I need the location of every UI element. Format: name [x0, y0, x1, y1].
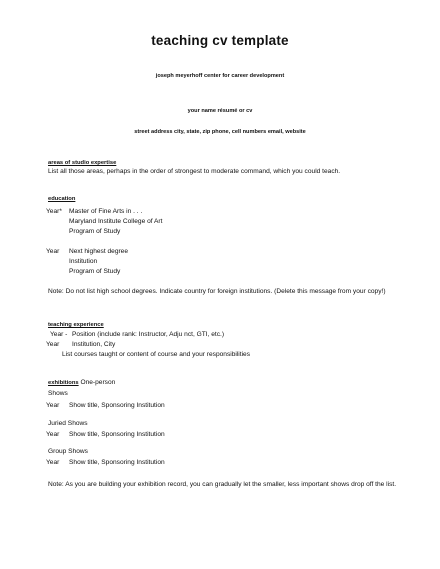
teaching-courses: List courses taught or content of course and your responsibilities	[62, 351, 251, 358]
teaching-year-1: Year -	[50, 331, 68, 338]
education-program-1: Program of Study	[69, 228, 121, 235]
education-degree-1: Master of Fine Arts in . . .	[69, 208, 143, 215]
address-line: street address city, state, zip phone, cell numbers email, website	[134, 129, 306, 135]
education-degree-2: Next highest degree	[69, 248, 129, 255]
education-note: Note: Do not list high school degrees. Indicate country for foreign institutions. (Delete this message from your copy!)	[48, 288, 386, 295]
exhibitions-year-1: Year	[46, 402, 60, 409]
teaching-heading: teaching experience	[48, 322, 104, 328]
education-school-2: Institution	[69, 258, 98, 265]
exhibitions-heading-row	[48, 379, 115, 386]
education-program-2: Program of Study	[69, 268, 121, 275]
education-year-2: Year	[46, 248, 60, 255]
education-heading: education	[48, 196, 76, 202]
studio-heading: areas of studio expertise	[48, 160, 117, 166]
exhibitions-show-2: Show title, Sponsoring Institution	[69, 431, 165, 438]
teaching-year-2: Year	[46, 341, 60, 348]
name-line: your name résumé or cv	[187, 108, 253, 114]
exhibitions-shows: Shows	[48, 390, 68, 397]
exhibitions-heading: exhibitions	[48, 380, 79, 386]
exhibitions-one-person: One-person	[80, 379, 116, 386]
exhibitions-note: Note: As you are building your exhibition record, you can gradually let the smaller, less important shows drop off the list.	[48, 481, 397, 488]
studio-text: List all those areas, perhaps in the order of strongest to moderate command, which you could teach.	[48, 168, 341, 175]
exhibitions-group: Group Shows	[48, 448, 88, 455]
teaching-position: Position (include rank: Instructor, Adju nct, GTI, etc.)	[72, 331, 225, 338]
document-title: teaching cv template	[151, 33, 289, 48]
education-year-1: Year*	[46, 208, 62, 215]
exhibitions-show-1: Show title, Sponsoring Institution	[69, 402, 165, 409]
exhibitions-juried: Juried Shows	[48, 420, 88, 427]
exhibitions-year-3: Year	[46, 459, 60, 466]
org-line: joseph meyerhoff center for career development	[155, 73, 285, 79]
teaching-institution: Institution, City	[72, 341, 116, 348]
exhibitions-year-2: Year	[46, 431, 60, 438]
exhibitions-show-3: Show title, Sponsoring Institution	[69, 459, 165, 466]
education-school-1: Maryland Institute College of Art	[69, 218, 163, 225]
